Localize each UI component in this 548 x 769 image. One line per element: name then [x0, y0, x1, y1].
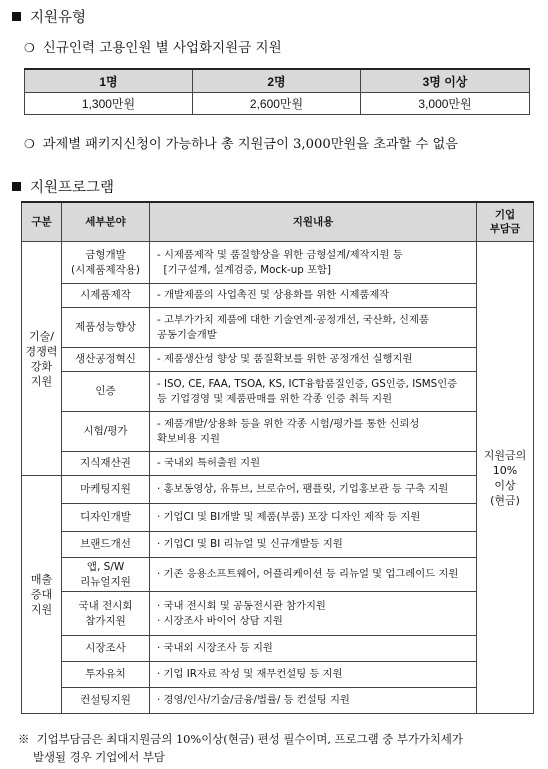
program-header-row	[22, 202, 534, 242]
table-row	[22, 592, 534, 636]
program-sub-field: 시험/평가	[62, 412, 150, 452]
circle-bullet-icon: ❍	[24, 41, 35, 55]
table-row	[22, 476, 534, 504]
footnote-line-1	[18, 730, 544, 748]
table-row	[22, 558, 534, 592]
package-note-text: 과제별 패키지신청이 가능하나 총 지원금이 3,000만원을 초과할 수 없음	[42, 137, 459, 152]
support-bullet	[24, 36, 282, 56]
support-amount-table	[24, 68, 530, 115]
program-content: · 국내 전시회 및 공동전시관 참가지원 · 시장조사 바이어 상담 지원	[150, 592, 477, 636]
program-content: - 국내외 특허출원 지원	[150, 452, 477, 476]
section-title-text: 지원프로그램	[30, 180, 115, 196]
program-body	[22, 242, 534, 714]
table-row	[22, 662, 534, 688]
support-bullet-text: 신규인력 고용인원 별 사업화지원금 지원	[42, 40, 282, 56]
header-1-person: 1명	[25, 69, 193, 93]
program-content: - 고부가가치 제품에 대한 기술연계·공정개선, 국산화, 신제품 공동기술개발	[150, 308, 477, 348]
program-sub-field: 컨설팅지원	[62, 688, 150, 714]
program-content: - ISO, CE, FAA, TSOA, KS, ICT융합품질인증, GS인증, ISMS인증 등 기업경영 및 제품판매를 위한 각종 인증 취득 지원	[150, 372, 477, 412]
header-category: 구분	[22, 202, 62, 242]
program-sub-field: 시장조사	[62, 636, 150, 662]
table-row	[22, 688, 534, 714]
program-sub-field: 투자유치	[62, 662, 150, 688]
program-sub-field: 국내 전시회 참가지원	[62, 592, 150, 636]
footnote-mark: ※	[18, 732, 30, 746]
table-row	[22, 242, 534, 284]
program-content: · 기업 IR자료 작성 및 재무컨설팅 등 지원	[150, 662, 477, 688]
table-row	[22, 372, 534, 412]
program-sub-field: 앱, S/W 리뉴얼지원	[62, 558, 150, 592]
table-row	[22, 452, 534, 476]
program-sub-field: 시제품제작	[62, 284, 150, 308]
amount-1-person: 1,300만원	[25, 93, 193, 115]
program-content: · 국내외 시장조사 등 지원	[150, 636, 477, 662]
square-bullet-icon	[12, 182, 21, 191]
section-title-text: 지원유형	[30, 10, 87, 26]
program-content: · 경영/인사/기술/금융/법률/ 등 컨설팅 지원	[150, 688, 477, 714]
table-row	[22, 504, 534, 532]
section-title-support-type	[12, 6, 86, 27]
program-sub-field: 브랜드개선	[62, 532, 150, 558]
package-note	[24, 133, 458, 152]
table-row	[22, 348, 534, 372]
program-content: - 제품개발/상용화 등을 위한 각종 시험/평가를 통한 신뢰성 확보비용 지원	[150, 412, 477, 452]
table-row	[22, 412, 534, 452]
header-3-plus: 3명 이상	[361, 69, 530, 93]
table-row	[25, 93, 530, 115]
header-sub-field: 세부분야	[62, 202, 150, 242]
circle-bullet-icon: ❍	[24, 137, 35, 151]
program-sub-field: 마케팅지원	[62, 476, 150, 504]
program-sub-field: 디자인개발	[62, 504, 150, 532]
table-row	[22, 308, 534, 348]
program-burden: 지원금의 10% 이상 (현금)	[477, 242, 534, 714]
program-sub-field: 지식재산권	[62, 452, 150, 476]
program-content: · 기업CI 및 BI개발 및 제품(부품) 포장 디자인 제작 등 지원	[150, 504, 477, 532]
program-sub-field: 제품성능향상	[62, 308, 150, 348]
support-program-table	[21, 201, 534, 714]
program-content: - 시제품제작 및 품질향상을 위한 금형설계/제작지원 등 [기구설계, 설계검증, Mock-up 포함]	[150, 242, 477, 284]
program-category: 기술/ 경쟁력 강화 지원	[22, 242, 62, 476]
table-header-row	[25, 69, 530, 93]
program-category: 매출 증대 지원	[22, 476, 62, 714]
table-row	[22, 636, 534, 662]
amount-3-plus: 3,000만원	[361, 93, 530, 115]
program-content: - 개발제품의 사업촉진 및 상용화를 위한 시제품제작	[150, 284, 477, 308]
program-content: · 기업CI 및 BI 리뉴얼 및 신규개발등 지원	[150, 532, 477, 558]
header-content: 지원내용	[150, 202, 477, 242]
program-sub-field: 생산공정혁신	[62, 348, 150, 372]
footnote-line-2: 발생될 경우 기업에서 부담	[33, 750, 165, 764]
amount-2-persons: 2,600만원	[193, 93, 361, 115]
program-content: · 기존 응용소프트웨어, 어플리케이션 등 리뉴얼 및 업그레이드 지원	[150, 558, 477, 592]
program-sub-field: 금형개발 (시제품제작용)	[62, 242, 150, 284]
table-row	[22, 532, 534, 558]
table-row	[22, 284, 534, 308]
header-2-persons: 2명	[193, 69, 361, 93]
footnote	[18, 730, 544, 766]
section-title-support-program	[12, 176, 114, 197]
program-content: · 홍보동영상, 유튜브, 브로슈어, 팸플릿, 기업홍보관 등 구축 지원	[150, 476, 477, 504]
square-bullet-icon	[12, 12, 21, 21]
program-content: - 제품생산성 향상 및 품질확보를 위한 공정개선 실행지원	[150, 348, 477, 372]
header-burden: 기업 부담금	[477, 202, 534, 242]
program-sub-field: 인증	[62, 372, 150, 412]
footnote-line-1-text: 기업부담금은 최대지원금의 10%이상(현금) 편성 필수이며, 프로그램 중 부가가치세가	[36, 732, 463, 746]
